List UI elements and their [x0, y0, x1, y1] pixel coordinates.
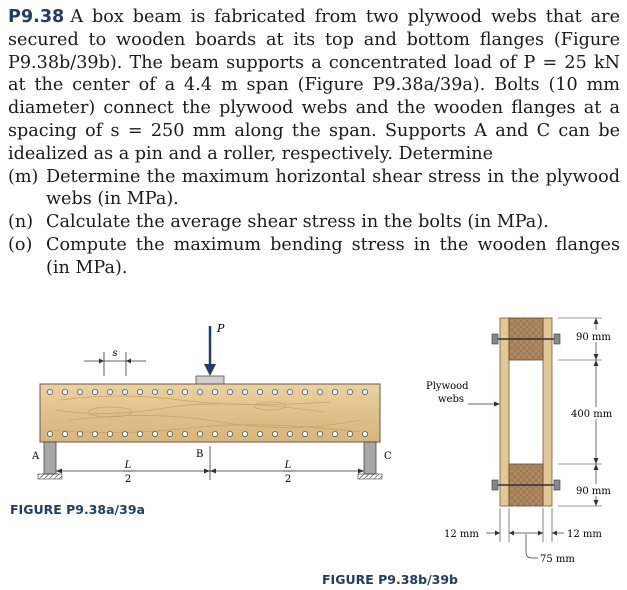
- box-beam: [40, 384, 380, 442]
- bolt-hole: [242, 389, 247, 394]
- bolt-hole: [302, 431, 307, 436]
- figure-b-caption: FIGURE P9.38b/39b: [322, 572, 458, 587]
- question-o: [8, 234, 620, 280]
- load-arrow: [196, 322, 225, 384]
- half-span-left-den: 2: [124, 474, 132, 485]
- dim-web-height: 400 mm: [571, 409, 613, 420]
- bolt-hole: [62, 389, 67, 394]
- bolt-hole: [92, 431, 97, 436]
- problem-number: P9.38: [8, 7, 65, 27]
- bolt-hole: [167, 389, 172, 394]
- dim-web-right: 12 mm: [567, 529, 602, 540]
- webs-label-line2: webs: [438, 394, 465, 405]
- webs-label-line1: Plywood: [426, 381, 469, 392]
- horizontal-dimensions: [444, 508, 602, 565]
- bolt-hole: [317, 389, 322, 394]
- question-n-label: (n): [8, 212, 34, 233]
- bolt-hole: [227, 431, 232, 436]
- bolt-hole: [332, 431, 337, 436]
- bolt-hole: [362, 389, 367, 394]
- bolt-hole: [47, 431, 52, 436]
- question-n-text: Calculate the average shear stress in the bolts (in MPa).: [46, 212, 549, 233]
- bolt-hole: [362, 431, 367, 436]
- half-span-right-den: 2: [284, 474, 292, 485]
- bolt-hole: [212, 431, 217, 436]
- bolt-hole: [272, 431, 277, 436]
- bolt-hole: [332, 389, 337, 394]
- dim-top-flange: 90 mm: [576, 332, 611, 343]
- bolt-hole: [242, 431, 247, 436]
- bolt-hole: [347, 431, 352, 436]
- half-span-left-num: L: [124, 460, 132, 471]
- bolt-hole: [317, 431, 322, 436]
- bolt-hole: [77, 389, 82, 394]
- support-c: [358, 442, 392, 479]
- load-label: P: [217, 322, 225, 335]
- bolt-hole: [107, 389, 112, 394]
- bolt-hole: [182, 389, 187, 394]
- bolt-hole: [167, 431, 172, 436]
- figure-a-beam-elevation: [0, 318, 400, 518]
- dim-flange-width: 75 mm: [540, 554, 575, 565]
- question-o-label: (o): [8, 234, 33, 255]
- bolt-hole: [137, 431, 142, 436]
- support-a-label: A: [32, 451, 40, 462]
- problem-intro: [8, 6, 620, 166]
- question-m-text: Determine the maximum horizontal shear stress in the plywood webs (in MPa).: [46, 166, 620, 210]
- question-o-text: Compute the maximum bending stress in the wooden flanges (in MPa).: [46, 234, 620, 278]
- dim-web-left: 12 mm: [444, 529, 479, 540]
- bolt-hole: [122, 431, 127, 436]
- bolt-hole: [152, 389, 157, 394]
- half-span-right-num: L: [284, 460, 292, 471]
- bolt-hole: [137, 389, 142, 394]
- bolt-hole: [272, 389, 277, 394]
- dim-bottom-flange: 90 mm: [576, 486, 611, 497]
- bolt-hole: [107, 431, 112, 436]
- bolt-hole: [197, 389, 202, 394]
- problem-statement: [8, 6, 620, 280]
- bolt-hole: [182, 431, 187, 436]
- bolt-hole: [122, 389, 127, 394]
- point-b-label: B: [196, 449, 204, 460]
- right-plywood-web: [543, 318, 552, 506]
- bolt-hole: [302, 389, 307, 394]
- spacing-dimension: [84, 348, 146, 376]
- spacing-label: s: [112, 348, 118, 359]
- bolt-hole: [257, 431, 262, 436]
- bolt-hole: [347, 389, 352, 394]
- vertical-dimensions: [558, 318, 620, 506]
- bolt-hole: [287, 431, 292, 436]
- bolt-hole: [257, 389, 262, 394]
- question-m-label: (m): [8, 166, 39, 187]
- bolt-hole: [227, 389, 232, 394]
- bolt-hole: [152, 431, 157, 436]
- question-n: [8, 211, 620, 234]
- bolt-hole: [92, 389, 97, 394]
- problem-intro-text: A box beam is fabricated from two plywood webs that are secured to wooden boards at its top and bottom flanges (Figure P9.38b/39b). The beam supports a concentrated load of P = 25 kN at the center of a 4.4 m span (Figure P9.38a/39a). Bolts (10 mm diameter) connect the plywood webs and the wooden flanges at a spacing of s = 250 mm along the span. Supports A and C can be idealized as a pin and a roller, respectively. Determine: [8, 7, 620, 164]
- bolt-hole: [47, 389, 52, 394]
- question-m: [8, 166, 620, 212]
- span-dimension: [56, 446, 364, 485]
- bolt-hole: [62, 431, 67, 436]
- bolt-hole: [197, 431, 202, 436]
- bolt-hole: [77, 431, 82, 436]
- support-c-label: C: [384, 451, 392, 462]
- figure-a-caption: FIGURE P9.38a/39a: [10, 502, 145, 517]
- bolt-hole: [212, 389, 217, 394]
- left-plywood-web: [500, 318, 509, 506]
- bolt-hole: [287, 389, 292, 394]
- figure-b-cross-section: [410, 312, 625, 572]
- support-a: [31, 442, 62, 479]
